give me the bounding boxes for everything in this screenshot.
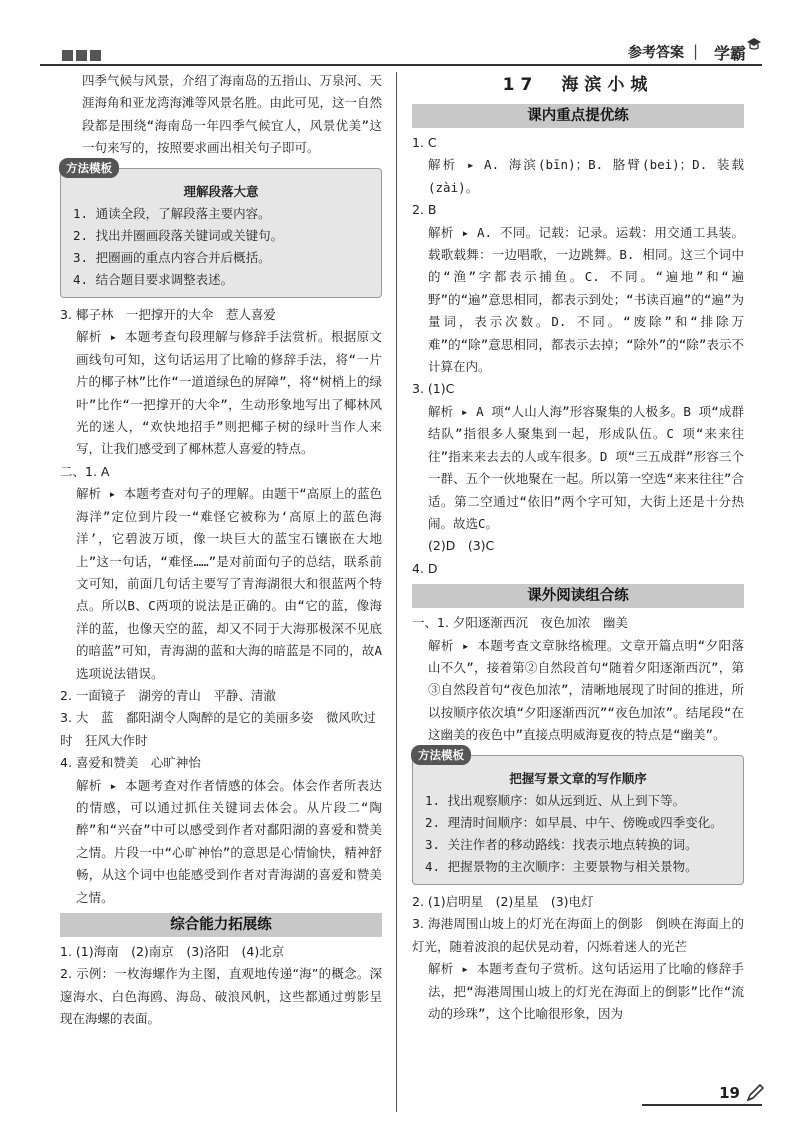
method-item: 1. 通读全段，了解段落主要内容。 bbox=[73, 206, 271, 222]
answer-item: 4. D bbox=[412, 560, 438, 576]
answer-text: 四季气候与风景，介绍了海南岛的五指山、万泉河、天涯海角和亚龙湾海滩等风景名胜。由此可见，这一自然段都是围绕“海南岛一年四季气候宜人，风景优美”这一句来写的，按照要求画出相关句子即可。 bbox=[82, 73, 383, 156]
header-square-icon bbox=[90, 50, 101, 61]
answer-item: 3. 椰子林 一把撑开的大伞 惹人喜爱 bbox=[60, 307, 276, 323]
page-header bbox=[40, 32, 762, 66]
method-box bbox=[412, 747, 744, 885]
method-tag: 方法模板 bbox=[59, 158, 119, 178]
section-heading: 综合能力拓展练 bbox=[60, 913, 382, 937]
header-square-icon bbox=[62, 50, 73, 61]
analysis-text: 解析 ▸ 本题考查句段理解与修辞手法赏析。根据原文画线句可知，这句话运用了比喻的修辞手法，将“一片片的椰子林”比作“一道道绿色的屏障”，将“树梢上的绿叶”比作“一把撑开的大伞”，生动形象地写出了椰林风光的迷人，“欢快地招手”则把椰子树的绿叶当作人来写，让我们感受到了椰林惹人喜爱的特点。 bbox=[76, 329, 382, 457]
pencil-icon bbox=[744, 1082, 766, 1104]
page-footer-rule bbox=[642, 1104, 762, 1106]
method-title: 把握写景文章的写作顺序 bbox=[509, 770, 647, 786]
answer-item: 3. 大 蓝 鄱阳湖令人陶醉的是它的美丽多姿 微风吹过时 狂风大作时 bbox=[60, 710, 376, 748]
method-item: 2. 找出并圈画段落关键词或关键句。 bbox=[73, 228, 284, 244]
section-heading: 课外阅读组合练 bbox=[412, 584, 744, 608]
header-separator: | bbox=[692, 42, 698, 60]
method-item: 3. 关注作者的移动路线：找表示地点转换的词。 bbox=[425, 836, 698, 852]
analysis-text: 解析 ▸ A 项“人山人海”形容聚集的人极多。B 项“成群结队”指很多人聚集到一起，形成队伍。C 项“来来往往”指来来去去的人或车很多。D 项“三五成群”形容三个一群、五个一伙地聚在一起。所以第一空选“来来往往”合适。第二空通过“依旧”两个字可知，大街上还是十分热闹。故选C。 bbox=[428, 403, 744, 531]
analysis-text: 解析 ▸ 本题考查句子赏析。这句话运用了比喻的修辞手法，把“海港周围山坡上的灯光在海面上的倒影”比作“流动的珍珠”，这个比喻很形象，因为 bbox=[428, 961, 744, 1021]
method-item: 1. 找出观察顺序：如从远到近、从上到下等。 bbox=[425, 792, 686, 808]
analysis-text: 解析 ▸ 本题考查对作者情感的体会。体会作者所表达的情感，可以通过抓住关键词去体会。从片段二“陶醉”和“兴奋”中可以感受到作者对鄱阳湖的喜爱和赞美之情。片段一中“心旷神怡”的意思是心情愉快，精神舒畅，从这个词中也能感受到作者对青海湖的喜爱和赞美之情。 bbox=[76, 777, 382, 905]
method-title: 理解段落大意 bbox=[183, 183, 259, 199]
answer-item: 4. 喜爱和赞美 心旷神怡 bbox=[60, 755, 201, 771]
answer-item: (2)D (3)C bbox=[428, 538, 495, 554]
page-number: 19 bbox=[719, 1084, 740, 1102]
column-divider bbox=[396, 72, 397, 1112]
header-square-icon bbox=[76, 50, 87, 61]
graduation-cap-icon bbox=[746, 37, 762, 51]
method-item: 4. 把握景物的主次顺序：主要景物与相关景物。 bbox=[425, 858, 698, 874]
section-heading: 课内重点提优练 bbox=[412, 104, 744, 128]
answer-item: 2. (1)启明星 (2)星星 (3)电灯 bbox=[412, 893, 594, 909]
chapter-title: 17 海滨小城 bbox=[502, 75, 654, 95]
right-column bbox=[412, 70, 744, 1025]
analysis-text: 解析 ▸ 本题考查文章脉络梳理。文章开篇点明“夕阳落山不久”，接着第②自然段首句“随着夕阳逐渐西沉”，第③自然段首句“夜色加浓”，清晰地展现了时间的推进，所以按顺序依次填“夕阳逐渐西沉”“夜色加浓”。结尾段“在这幽美的夜色中”直接点明威海夏夜的特点是“幽美”。 bbox=[428, 637, 744, 743]
answer-item: 二、1. A bbox=[60, 463, 110, 479]
answer-item: 1. C bbox=[412, 135, 437, 150]
answer-item: 2. 一面镜子 湖旁的青山 平静、清澈 bbox=[60, 687, 276, 703]
answer-item: 3. 海港周围山坡上的灯光在海面上的倒影 倒映在海面上的灯光，随着波浪的起伏晃动着，闪烁着迷人的光芒 bbox=[412, 916, 744, 954]
left-column bbox=[60, 70, 382, 1031]
answer-item: 1. (1)海南 (2)南京 (3)洛阳 (4)北京 bbox=[60, 944, 285, 959]
answer-item: 2. 示例：一枚海螺作为主图，直观地传递“海”的概念。深邃海水、白色海鸥、海岛、破浪风帆，这些都通过剪影呈现在海螺的表面。 bbox=[60, 966, 382, 1027]
method-box bbox=[60, 160, 382, 298]
analysis-text: 解析 ▸ 本题考查对句子的理解。由题干“高原上的蓝色海洋”定位到片段一“难怪它被称为‘高原上的蓝色海洋’，它碧波万顷，像一块巨大的蓝宝石镶嵌在大地上”这一句话，“难怪……”是对前面句子的总结，联系前文可知，前面几句话主要写了青海湖很大和很蓝两个特点。所以B、C两项的说法是正确的。由“它的蓝，像海洋的蓝，也像天空的蓝，却又不同于大海那极深不见底的暗蓝”可知，青海湖的蓝和大海的暗蓝是不同的，故A选项说法错误。 bbox=[76, 486, 382, 681]
answer-item: 2. B bbox=[412, 202, 437, 218]
answer-item: 一、1. 夕阳逐渐西沉 夜色加浓 幽美 bbox=[412, 615, 628, 631]
method-item: 2. 理清时间顺序：如早晨、中午、傍晚或四季变化。 bbox=[425, 814, 723, 830]
answer-item: 3. (1)C bbox=[412, 381, 455, 397]
header-brand: 学霸 bbox=[713, 44, 746, 63]
method-tag: 方法模板 bbox=[411, 745, 471, 765]
method-item: 3. 把圈画的重点内容合并后概括。 bbox=[73, 250, 271, 266]
analysis-text: 解析 ▸ A. 海滨(bīn)；B. 胳臂(bei)；D. 装载(zài)。 bbox=[428, 157, 744, 195]
header-title: 参考答案 bbox=[628, 45, 684, 61]
analysis-text: 解析 ▸ A. 不同。记载：记录。运载：用交通工具装。载歌载舞：一边唱歌，一边跳舞。B. 相同。这三个词中的“渔”字都表示捕鱼。C. 不同。“遍地”和“遍野”的“遍”意思相同，都表示到处；“书读百遍”的“遍”为量词，表示次数。D. 不同。“废除”和“排除万难”的“除”意思相同，都表示去掉；“除外”的“除”表示不计算在内。 bbox=[428, 224, 744, 375]
method-item: 4. 结合题目要求调整表述。 bbox=[73, 272, 234, 288]
